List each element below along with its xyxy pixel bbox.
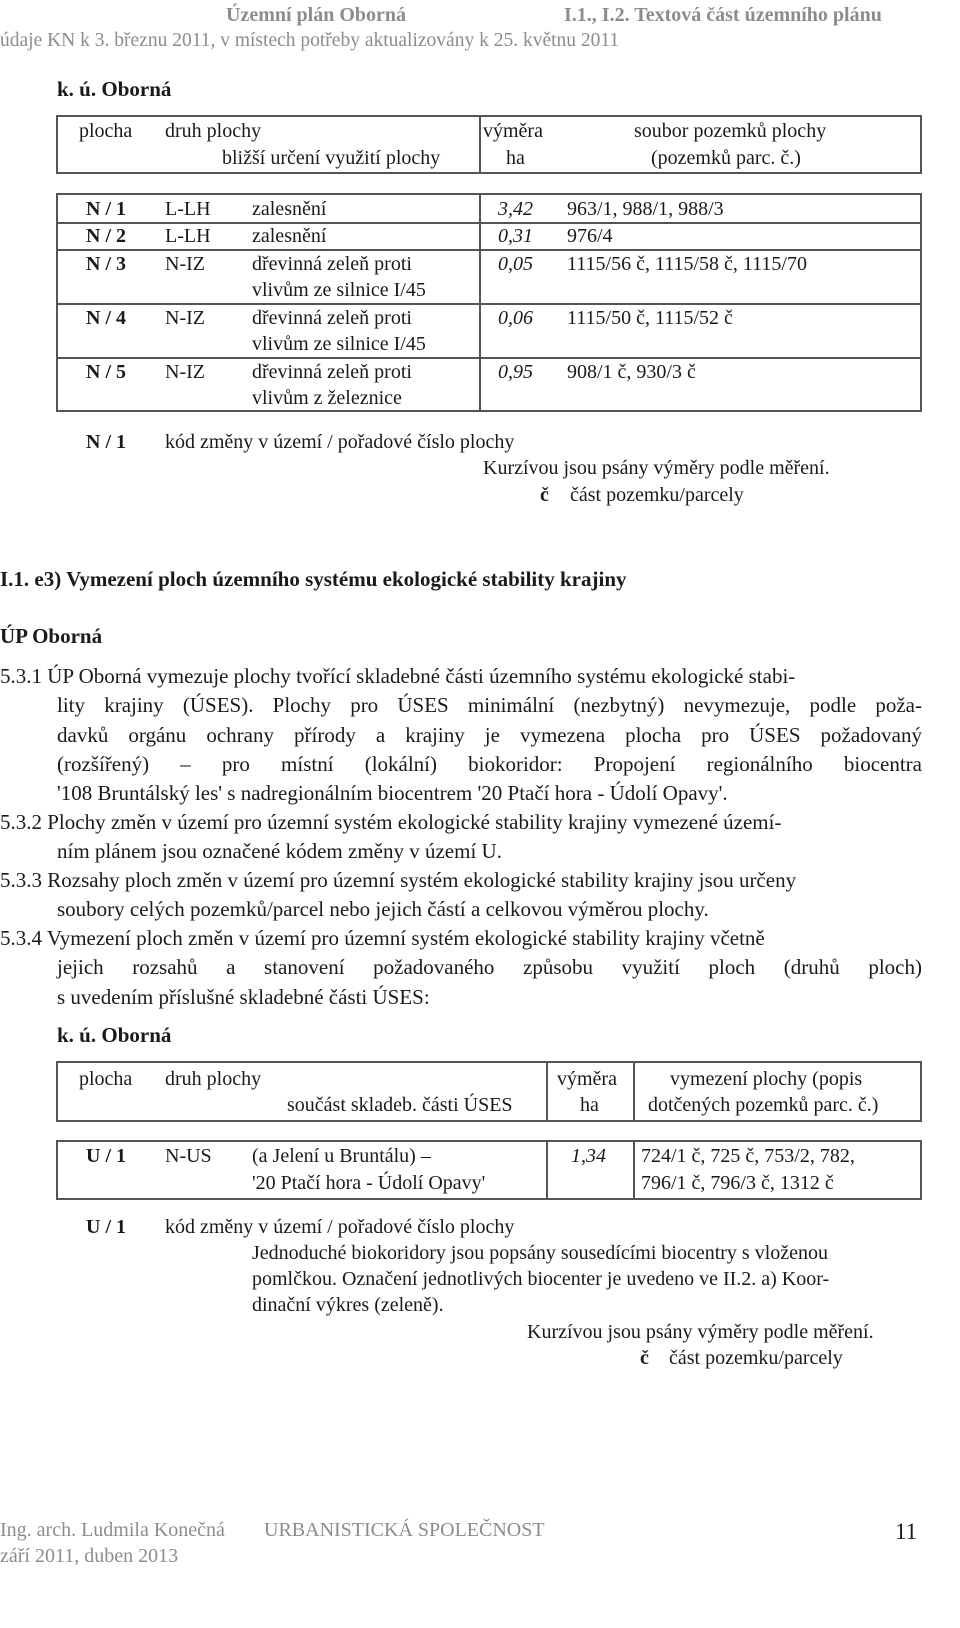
legend2-c-text: část pozemku/parcely: [669, 1347, 843, 1369]
paragraph-number: 5.3.2: [0, 810, 42, 834]
table1-row-id: N / 3: [86, 253, 126, 275]
paragraph-line: s uvedením příslušné skladebné části ÚSES:: [57, 984, 430, 1009]
document-section: I.1., I.2. Textová část územního plánu: [564, 4, 882, 26]
table2-col-vymezeni: vymezení plochy (popis: [670, 1068, 863, 1090]
paragraph-line: ním plánem jsou označené kódem změny v území U.: [57, 839, 502, 864]
cadastral-heading-2: k. ú. Oborná: [57, 1023, 172, 1047]
paragraph-5-3-4: [0, 924, 922, 1012]
table1-row-desc-2: vlivům ze silnice I/45: [252, 279, 426, 301]
legend1-italic-note: Kurzívou jsou psány výměry podle měření.: [483, 457, 830, 479]
legend2-note-line: dinační výkres (zeleně).: [252, 1294, 444, 1316]
paragraph-5-3-3: [0, 866, 922, 925]
table2-row-parcels: 724/1 č, 725 č, 753/2, 782,: [641, 1145, 855, 1167]
paragraph-first-line: Rozsahy ploch změn v území pro územní systém ekologické stability krajiny jsou určeny: [42, 868, 797, 892]
legend1-text: kód změny v území / pořadové číslo plochy: [165, 431, 515, 453]
table1-row-code: N-IZ: [165, 253, 205, 275]
table2-header-divider: [633, 1063, 635, 1120]
legend1-id: N / 1: [86, 431, 126, 453]
legend2-italic-note: Kurzívou jsou psány výměry podle měření.: [527, 1321, 874, 1343]
document-title: Územní plán Oborná: [226, 4, 407, 26]
table1-row-desc: dřevinná zeleň proti: [252, 307, 412, 329]
paragraph-first-line: Vymezení ploch změn v území pro územní systém ekologické stability krajiny včetně: [42, 926, 765, 950]
table2-row-code: N-US: [165, 1145, 212, 1167]
table1-row-code: L-LH: [165, 198, 211, 220]
legend2-id: U / 1: [86, 1216, 126, 1238]
paragraph-first-line: Plochy změn v území pro územní systém ekologické stability krajiny vymezené území-: [42, 810, 782, 834]
table1-col-soubor: soubor pozemků plochy: [634, 120, 827, 142]
table2-row-desc-2: '20 Ptačí hora - Údolí Opavy': [252, 1172, 486, 1194]
table1-row-parcels: 908/1 č, 930/3 č: [567, 361, 696, 383]
table1-row-area: 3,42: [498, 198, 533, 220]
table1-row-desc: zalesnění: [252, 198, 327, 220]
table1-row-area: 0,31: [498, 225, 533, 247]
paragraph-number: 5.3.4: [0, 926, 42, 950]
table2-header-divider: [546, 1063, 548, 1120]
page-number: 11: [895, 1519, 918, 1544]
table1-col-plocha: plocha: [79, 120, 133, 142]
table1-col-parc: (pozemků parc. č.): [651, 147, 801, 169]
table1-row-desc: dřevinná zeleň proti: [252, 361, 412, 383]
table1-row-parcels: 976/4: [567, 225, 613, 247]
table1-row-area: 0,06: [498, 307, 533, 329]
table2-row-area: 1,34: [571, 1145, 606, 1167]
paragraph-number: 5.3.3: [0, 868, 42, 892]
table1-row-area: 0,05: [498, 253, 533, 275]
section-heading: I.1. e3) Vymezení ploch územního systému ekologické stability krajiny: [0, 567, 627, 591]
table1-row-code: N-IZ: [165, 307, 205, 329]
legend2-note-line: pomlčkou. Označení jednotlivých biocenter je uvedeno ve II.2. a) Koor-: [252, 1268, 830, 1290]
table1-header-divider: [479, 117, 481, 172]
table2-col-druh: druh plochy: [165, 1068, 262, 1090]
table1-row-code: N-IZ: [165, 361, 205, 383]
table1-row-desc: dřevinná zeleň proti: [252, 253, 412, 275]
legend2-text: kód změny v území / pořadové číslo plochy: [165, 1216, 515, 1238]
paragraph-line: (rozšířený) – pro místní (lokální) biokoridor: Propojení regionálního biocentra: [57, 751, 922, 776]
paragraph-line: soubory celých pozemků/parcel nebo jejich částí a celkovou výměrou plochy.: [57, 897, 709, 922]
paragraph-first-line: ÚP Oborná vymezuje plochy tvořící skladebné části územního systému ekologické stabi-: [42, 664, 796, 688]
legend2-note-line: Jednoduché biokoridory jsou popsány sousedícími biocentry s vloženou: [252, 1242, 829, 1264]
table1-col-urceni: bližší určení využití plochy: [222, 147, 441, 169]
table2-row-parcels-2: 796/1 č, 796/3 č, 1312 č: [641, 1172, 834, 1194]
paragraph-5-3-1: [0, 662, 922, 808]
table2-col-plocha: plocha: [79, 1068, 133, 1090]
paragraph-line: jejich rozsahů a stanovení požadovaného způsobu využití ploch (druhů ploch): [57, 955, 922, 980]
data-note: údaje KN k 3. březnu 2011, v místech potřeby aktualizovány k 25. květnu 2011: [0, 30, 620, 51]
table2-col-dotcene: dotčených pozemků parc. č.): [648, 1094, 879, 1116]
table1-row-id: N / 1: [86, 198, 126, 220]
table1-row-desc-2: vlivům ze silnice I/45: [252, 333, 426, 355]
table1-row-desc: zalesnění: [252, 225, 327, 247]
table2-col-ha: ha: [580, 1094, 599, 1116]
table2-row-desc: (a Jelení u Bruntálu) –: [252, 1145, 431, 1167]
legend1-c-text: část pozemku/parcely: [570, 484, 744, 506]
paragraph-number: 5.3.1: [0, 664, 42, 688]
table1-row-parcels: 1115/56 č, 1115/58 č, 1115/70: [567, 253, 807, 275]
table1-row-parcels: 963/1, 988/1, 988/3: [567, 198, 724, 220]
table1-row-area: 0,95: [498, 361, 533, 383]
legend1-c-symbol: č: [540, 484, 549, 506]
table2-row-id: U / 1: [86, 1145, 126, 1167]
table1-row-parcels: 1115/50 č, 1115/52 č: [567, 307, 733, 329]
footer-dates: září 2011, duben 2013: [0, 1545, 179, 1567]
legend2-c-symbol: č: [640, 1347, 649, 1369]
table1-row-desc-2: vlivům z železnice: [252, 387, 402, 409]
table1-row-id: N / 2: [86, 225, 126, 247]
paragraph-5-3-2: [0, 808, 922, 867]
section-subheading: ÚP Oborná: [0, 624, 103, 648]
paragraph-line: lity krajiny (ÚSES). Plochy pro ÚSES minimální (nezbytný) nevymezuje, podle poža-: [57, 693, 922, 718]
table1-row-id: N / 4: [86, 307, 126, 329]
table1-col-vymera: výměra: [483, 120, 543, 142]
table2-col-vymera: výměra: [557, 1068, 617, 1090]
table2-col-soucast: součást skladeb. části ÚSES: [287, 1094, 513, 1116]
table1-row-code: L-LH: [165, 225, 211, 247]
table1-col-ha: ha: [506, 147, 525, 169]
footer-company: URBANISTICKÁ SPOLEČNOST: [264, 1519, 545, 1541]
cadastral-heading: k. ú. Oborná: [57, 77, 172, 101]
table1-row-id: N / 5: [86, 361, 126, 383]
paragraph-line: davků orgánu ochrany přírody a krajiny je vymezena plocha pro ÚSES požadovaný: [57, 722, 922, 747]
table2-body-divider: [633, 1142, 635, 1198]
footer-author: Ing. arch. Ludmila Konečná: [0, 1519, 225, 1541]
table2-body-divider: [546, 1142, 548, 1198]
table1-col-druh: druh plochy: [165, 120, 262, 142]
paragraph-line: '108 Bruntálský les' s nadregionálním biocentrem '20 Ptačí hora - Údolí Opavy'.: [57, 781, 728, 806]
